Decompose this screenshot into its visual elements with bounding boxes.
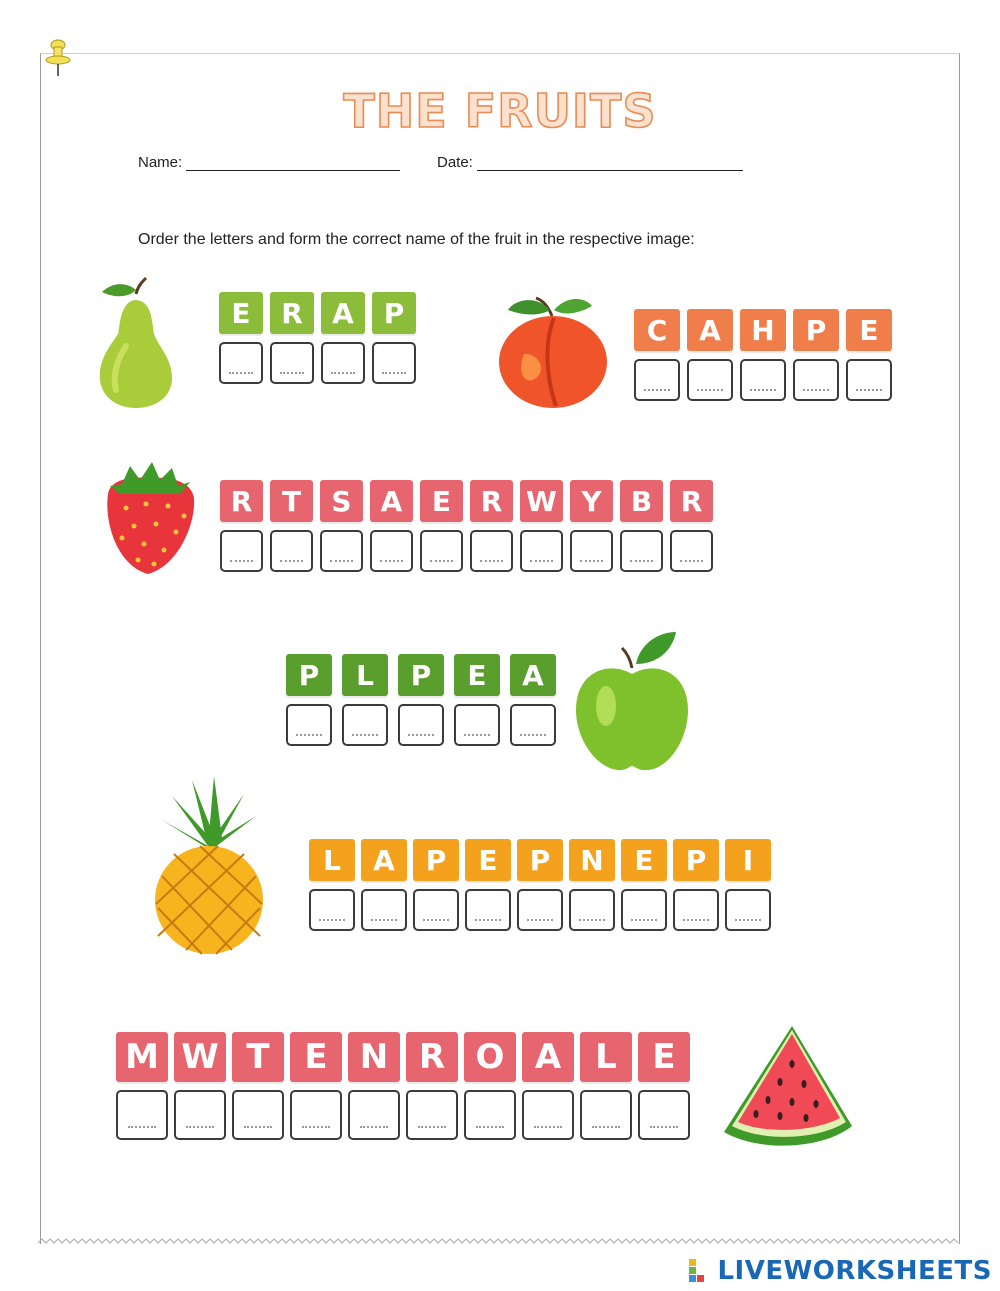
letter-tile[interactable]: T — [232, 1032, 284, 1082]
scrambled-letters — [309, 839, 771, 881]
liveworksheets-footer — [688, 1256, 992, 1286]
date-field[interactable] — [437, 154, 743, 171]
letter-tile[interactable]: N — [348, 1032, 400, 1082]
letter-tile[interactable]: A — [687, 309, 733, 351]
date-label: Date: — [437, 154, 473, 171]
letter-tile[interactable]: L — [580, 1032, 632, 1082]
letter-tile[interactable]: E — [420, 480, 463, 522]
answer-box[interactable] — [413, 889, 459, 931]
scrambled-letters — [634, 309, 892, 351]
letter-tile[interactable]: T — [270, 480, 313, 522]
letter-tile[interactable]: W — [520, 480, 563, 522]
answer-box[interactable] — [270, 530, 313, 572]
letter-tile[interactable]: R — [470, 480, 513, 522]
letter-tile[interactable]: C — [634, 309, 680, 351]
letter-tile[interactable]: O — [464, 1032, 516, 1082]
answer-boxes — [220, 530, 713, 572]
letter-tile[interactable]: E — [621, 839, 667, 881]
answer-box[interactable] — [670, 530, 713, 572]
letter-tile[interactable]: R — [270, 292, 314, 334]
answer-box[interactable] — [174, 1090, 226, 1140]
date-blank[interactable] — [477, 155, 743, 171]
answer-box[interactable] — [270, 342, 314, 384]
exercise-pear — [219, 292, 416, 384]
answer-box[interactable] — [470, 530, 513, 572]
letter-tile[interactable]: P — [793, 309, 839, 351]
answer-box[interactable] — [517, 889, 563, 931]
scrambled-letters — [220, 480, 713, 522]
answer-box[interactable] — [740, 359, 786, 401]
watermelon-icon — [722, 1024, 854, 1154]
name-blank[interactable] — [186, 155, 400, 171]
letter-tile[interactable]: N — [569, 839, 615, 881]
letter-tile[interactable]: P — [517, 839, 563, 881]
answer-box[interactable] — [846, 359, 892, 401]
answer-box[interactable] — [290, 1090, 342, 1140]
answer-box[interactable] — [348, 1090, 400, 1140]
answer-box[interactable] — [638, 1090, 690, 1140]
answer-box[interactable] — [687, 359, 733, 401]
letter-tile[interactable]: P — [413, 839, 459, 881]
pushpin-icon — [44, 38, 72, 78]
answer-boxes — [116, 1090, 690, 1140]
answer-box[interactable] — [520, 530, 563, 572]
letter-tile[interactable]: S — [320, 480, 363, 522]
letter-tile[interactable]: B — [620, 480, 663, 522]
instruction-text: Order the letters and form the correct name of the fruit in the respective image: — [138, 231, 695, 248]
pineapple-icon — [152, 776, 266, 956]
answer-box[interactable] — [522, 1090, 574, 1140]
answer-box[interactable] — [465, 889, 511, 931]
letter-tile[interactable]: P — [372, 292, 416, 334]
answer-box[interactable] — [372, 342, 416, 384]
answer-box[interactable] — [321, 342, 365, 384]
answer-boxes — [219, 342, 416, 384]
liveworksheets-brand: LIVEWORKSHEETS — [717, 1256, 992, 1286]
page-title: THE FRUITS — [343, 84, 657, 138]
letter-tile[interactable]: E — [638, 1032, 690, 1082]
answer-box[interactable] — [673, 889, 719, 931]
answer-boxes — [309, 889, 771, 931]
answer-box[interactable] — [342, 704, 388, 746]
answer-box[interactable] — [570, 530, 613, 572]
letter-tile[interactable]: P — [286, 654, 332, 696]
liveworksheets-logo-icon — [688, 1258, 714, 1284]
answer-boxes — [634, 359, 892, 401]
letter-tile[interactable]: R — [406, 1032, 458, 1082]
answer-box[interactable] — [793, 359, 839, 401]
answer-box[interactable] — [361, 889, 407, 931]
name-field[interactable] — [138, 154, 400, 171]
answer-box[interactable] — [510, 704, 556, 746]
scrambled-letters — [116, 1032, 690, 1082]
letter-tile[interactable]: P — [673, 839, 719, 881]
letter-tile[interactable]: R — [220, 480, 263, 522]
letter-tile[interactable]: L — [342, 654, 388, 696]
answer-box[interactable] — [219, 342, 263, 384]
answer-box[interactable] — [580, 1090, 632, 1140]
letter-tile[interactable]: Y — [570, 480, 613, 522]
exercise-peach — [634, 309, 892, 401]
answer-box[interactable] — [725, 889, 771, 931]
scrambled-letters — [219, 292, 416, 334]
pear-icon — [96, 276, 174, 410]
letter-tile[interactable]: H — [740, 309, 786, 351]
answer-box[interactable] — [634, 359, 680, 401]
answer-box[interactable] — [398, 704, 444, 746]
scrambled-letters — [286, 654, 556, 696]
answer-box[interactable] — [309, 889, 355, 931]
answer-box[interactable] — [620, 530, 663, 572]
letter-tile[interactable]: E — [454, 654, 500, 696]
answer-box[interactable] — [464, 1090, 516, 1140]
answer-box[interactable] — [116, 1090, 168, 1140]
exercise-pineapple — [309, 839, 771, 931]
letter-tile[interactable]: E — [846, 309, 892, 351]
letter-tile[interactable]: E — [465, 839, 511, 881]
letter-tile[interactable]: P — [398, 654, 444, 696]
answer-box[interactable] — [569, 889, 615, 931]
letter-tile[interactable]: E — [219, 292, 263, 334]
letter-tile[interactable]: E — [290, 1032, 342, 1082]
page-torn-edge — [38, 1238, 960, 1248]
letter-tile[interactable]: M — [116, 1032, 168, 1082]
apple-icon — [572, 630, 692, 774]
letter-tile[interactable]: L — [309, 839, 355, 881]
letter-tile[interactable]: I — [725, 839, 771, 881]
answer-box[interactable] — [420, 530, 463, 572]
answer-box[interactable] — [220, 530, 263, 572]
name-label: Name: — [138, 154, 183, 171]
strawberry-icon — [100, 458, 200, 576]
answer-box[interactable] — [286, 704, 332, 746]
letter-tile[interactable]: W — [174, 1032, 226, 1082]
answer-box[interactable] — [232, 1090, 284, 1140]
answer-box[interactable] — [621, 889, 667, 931]
answer-box[interactable] — [406, 1090, 458, 1140]
letter-tile[interactable]: A — [370, 480, 413, 522]
answer-box[interactable] — [454, 704, 500, 746]
letter-tile[interactable]: A — [321, 292, 365, 334]
exercise-watermelon — [116, 1032, 690, 1140]
letter-tile[interactable]: A — [361, 839, 407, 881]
exercise-strawberry — [220, 480, 713, 572]
peach-icon — [496, 294, 610, 410]
letter-tile[interactable]: R — [670, 480, 713, 522]
answer-box[interactable] — [370, 530, 413, 572]
letter-tile[interactable]: A — [510, 654, 556, 696]
exercise-apple — [286, 654, 556, 746]
answer-box[interactable] — [320, 530, 363, 572]
answer-boxes — [286, 704, 556, 746]
letter-tile[interactable]: A — [522, 1032, 574, 1082]
